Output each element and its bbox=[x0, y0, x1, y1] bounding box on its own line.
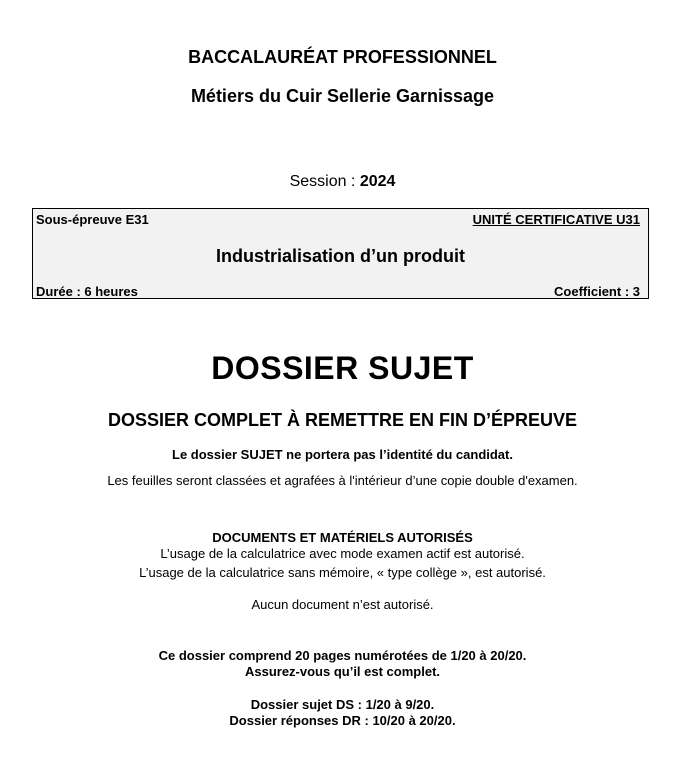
exam-specialty: Métiers du Cuir Sellerie Garnissage bbox=[190, 86, 495, 106]
coefficient: Coefficient : 3 bbox=[554, 284, 640, 299]
exam-info-box bbox=[32, 208, 649, 299]
unite-certificative: UNITÉ CERTIFICATIVE U31 bbox=[472, 212, 640, 227]
dossier-subheading: DOSSIER COMPLET À REMETTRE EN FIN D’ÉPREUVE bbox=[107, 410, 578, 430]
duree: Durée : 6 heures bbox=[36, 284, 138, 299]
calculator-rule-1: L’usage de la calculatrice avec mode examen actif est autorisé. bbox=[160, 546, 525, 561]
dossier-reponses-range: Dossier réponses DR : 10/20 à 20/20. bbox=[229, 713, 456, 728]
exam-title: BACCALAURÉAT PROFESSIONNEL bbox=[188, 47, 497, 67]
sheets-notice: Les feuilles seront classées et agrafées à l'intérieur d’une copie double d'examen. bbox=[107, 473, 578, 488]
dossier-heading: DOSSIER SUJET bbox=[211, 350, 474, 386]
session-line bbox=[0, 173, 685, 191]
page-count: Ce dossier comprend 20 pages numérotées de 1/20 à 20/20. bbox=[158, 648, 527, 663]
documents-rule: Aucun document n’est autorisé. bbox=[251, 597, 434, 612]
dossier-sujet-range: Dossier sujet DS : 1/20 à 9/20. bbox=[250, 697, 435, 712]
epreuve-title: Industrialisation d’un produit bbox=[216, 246, 465, 266]
session-label: Session : bbox=[289, 173, 360, 190]
session-year: 2024 bbox=[359, 173, 396, 190]
completeness-check: Assurez-vous qu’il est complet. bbox=[244, 664, 441, 679]
sous-epreuve: Sous-épreuve E31 bbox=[36, 212, 149, 227]
calculator-rule-2: L’usage de la calculatrice sans mémoire, « type collège », est autorisé. bbox=[139, 565, 546, 580]
identity-notice: Le dossier SUJET ne portera pas l’identité du candidat. bbox=[172, 447, 513, 462]
documents-heading: DOCUMENTS ET MATÉRIELS AUTORISÉS bbox=[212, 530, 473, 545]
